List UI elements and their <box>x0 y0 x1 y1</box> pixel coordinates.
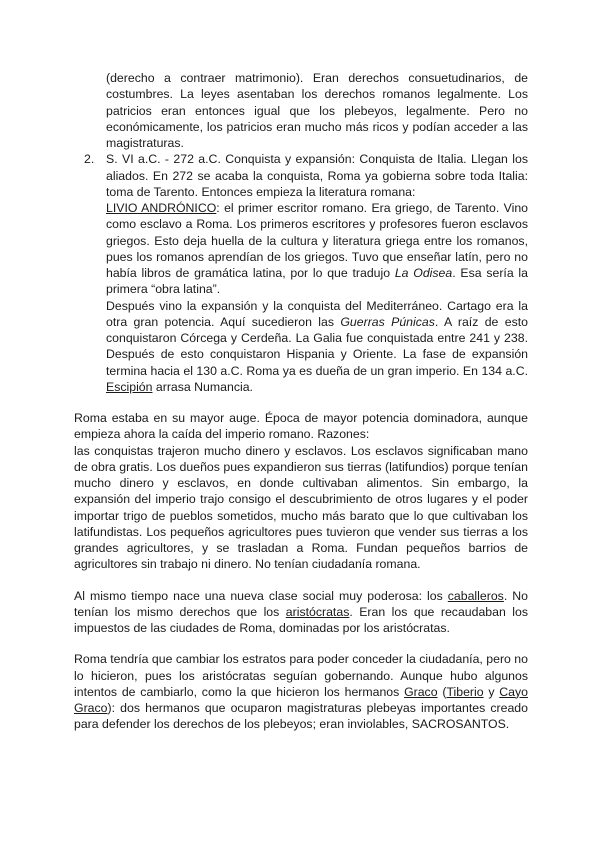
livio-andronico-heading: LIVIO ANDRÓNICO <box>106 201 217 215</box>
tiberio-link[interactable]: Tiberio <box>446 684 484 699</box>
auge-text-1: Roma estaba en su mayor auge. Época de mayor potencia dominadora, aunque empieza ahora la caída del imperio romano. Razones: <box>74 411 528 442</box>
cayo-graco-link[interactable]: Cayo Graco <box>74 684 528 715</box>
graco-text-d: ): dos hermanos que ocuparon magistraturas plebeyas importantes creado para defender los derechos de los plebeyos; eran inviolables, SACROSANTOS. <box>74 701 528 732</box>
graco-text-c: y <box>483 684 500 699</box>
auge-text-2: las conquistas trajeron mucho dinero y esclavos. Los esclavos significaban mano de obra gratis. Los dueños pues expandieron sus tierras (latifundios) porque tenían mucho dinero y esclavos, en donde cultivaban alimentos. Sin embargo, la expansión del imperio trajo consigo el descubrimiento de otros lugares y el poder importar trigo de pueblos sometidos, mucho más barato que lo que cultivaban los latifundistas. Los pequeños agricultores pues tuvieron que vender sus tierras a los grandes agricultores, y se trasladan a Roma. Fundan pequeños barrios de agricultores sin trabajo ni dinero. No tenían ciudadanía romana. <box>74 443 528 572</box>
livio-text-a: : el primer escritor romano. Era griego, de Tarento. Vino como esclavo a Roma. Los primeros escritores y profesores fueron esclavos griegos. Esto deja huella de la cultura y literatura griega entre los romanos, pues los romanos aprendían de los griegos. Tuvo que enseñar latín, pero no había libros de gramática latina, por lo que tradujo <box>106 201 529 280</box>
escipion-link[interactable]: Escipión <box>106 379 153 394</box>
paragraph-gap <box>74 636 528 651</box>
caballeros-link[interactable]: caballeros <box>447 588 504 603</box>
caballeros-text-a: Al mismo tiempo nace una nueva clase social muy poderosa: los <box>74 588 448 603</box>
auge-paragraph-2 <box>74 443 528 573</box>
auge-paragraph-1 <box>74 410 528 443</box>
graco-link[interactable]: Graco <box>404 684 438 699</box>
caballeros-paragraph <box>74 588 528 637</box>
mediterranean-text-a: Después vino la expansión y la conquista del Mediterráneo. Cartago era la otra gran potencia. Aquí sucedieron las <box>106 298 528 329</box>
list-item-2 <box>84 151 529 395</box>
graco-paragraph <box>74 651 528 732</box>
paragraph-gap <box>74 573 528 588</box>
mediterranean-text-c: arrasa Numancia. <box>152 379 253 394</box>
graco-text-a: Roma tendría que cambiar los estratos para poder conceder la ciudadanía, pero no lo hicieron, pues los aristócratas seguían gobernando. Aunque hubo algunos intentos de cambiarlo, como la que hicieron los hermanos <box>74 652 528 699</box>
continuation-text: (derecho a contraer matrimonio). Eran derechos consuetudinarios, de costumbres. La leyes asentaban los derechos romanos legalmente. Los patricios eran entonces igual que los plebeyos, legalmente. Pero no económicamente, los patricios eran mucho más ricos y podían acceder a las magistraturas. <box>106 71 528 150</box>
livio-paragraph <box>106 200 528 298</box>
odisea-title: La Odisea <box>394 266 453 280</box>
continuation-paragraph <box>106 70 528 151</box>
caballeros-text-c: . Eran los que recaudaban los impuestos de las ciudades de Roma, dominadas por los aristócratas. <box>74 604 529 635</box>
paragraph-gap <box>74 395 528 410</box>
mediterranean-paragraph <box>106 298 528 396</box>
conquest-italy-paragraph <box>106 151 528 200</box>
list-number: 2. <box>84 152 95 167</box>
guerras-punicas: Guerras Púnicas <box>340 314 435 329</box>
document-page <box>74 70 528 733</box>
aristocratas-link[interactable]: aristócratas <box>285 604 350 619</box>
mediterranean-text-b: . A raíz de esto conquistaron Córcega y Cerdeña. La Galia fue conquistada entre 241 y 238. Después de esto conquistaron Hispania y Oriente. La fase de expansión termina hacia el 130 a.C. Roma ya es dueña de un gran imperio. En 134 a.C. <box>106 314 528 378</box>
graco-text-b: ( <box>437 684 447 699</box>
conquest-italy-text: S. VI a.C. - 272 a.C. Conquista y expansión: Conquista de Italia. Llegan los aliados. En 272 se acaba la conquista, Roma ya gobierna sobre toda Italia: toma de Tarento. Entonces empieza la literatura romana: <box>106 152 528 199</box>
caballeros-text-b: . No tenían los mismo derechos que los <box>74 588 528 619</box>
livio-text-b: . Esa sería la primera “obra latina”. <box>106 266 528 297</box>
